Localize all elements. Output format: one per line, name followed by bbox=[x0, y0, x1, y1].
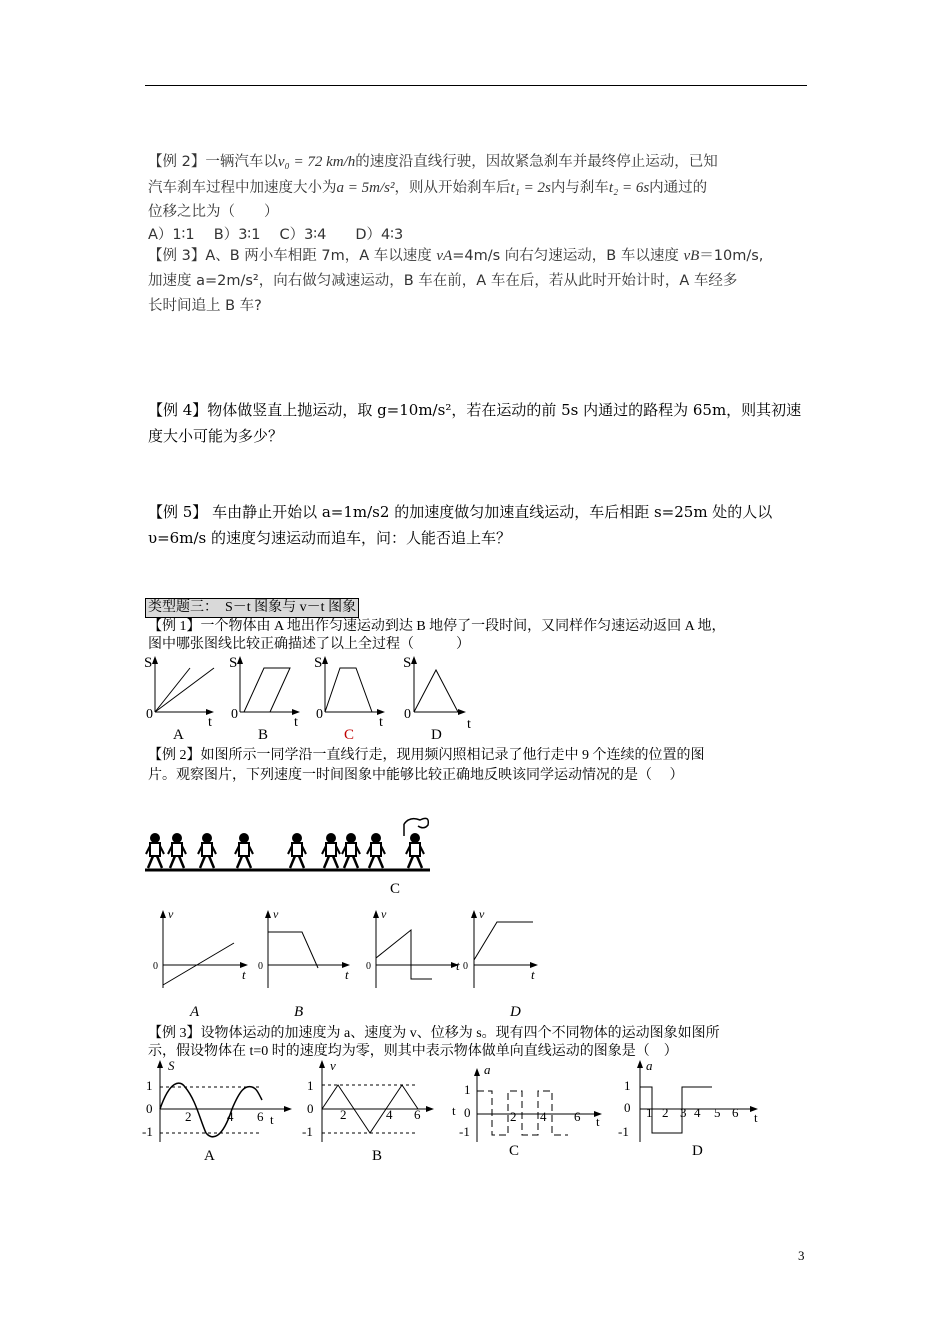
axis-label: a bbox=[646, 1058, 653, 1073]
arrow-up-icon bbox=[157, 1060, 163, 1068]
tlabel: t bbox=[596, 1114, 600, 1129]
q1-line2: 图中哪张图线比较正确描述了以上全过程（ ） bbox=[148, 637, 470, 652]
q3-graph-c bbox=[459, 1062, 602, 1159]
graph-label-a: A bbox=[190, 1004, 200, 1020]
ex2-line3: 位移之比为（ ） bbox=[148, 204, 279, 220]
axis-t-label: t bbox=[242, 967, 246, 982]
xtick: 2 bbox=[340, 1107, 347, 1122]
xtick: 6 bbox=[574, 1109, 581, 1124]
axis-label: a bbox=[484, 1062, 491, 1077]
xtick: 4 bbox=[540, 1109, 547, 1124]
origin-label: 0 bbox=[463, 961, 468, 972]
xtick: 2 bbox=[510, 1109, 517, 1124]
origin-label: 0 bbox=[258, 961, 263, 972]
origin-label: 0 bbox=[231, 707, 238, 722]
ex3-text: =4m/s 向右匀速运动，B 车以速度 bbox=[452, 248, 679, 264]
t2-formula: t₂ = 6s bbox=[608, 180, 650, 196]
q1-line1: 【例 1】一个物体由 A 地出作匀速运动到达 B 地停了一段时间，又同样作匀速运动返回 A 地， bbox=[148, 619, 726, 634]
axis-t-label: t bbox=[531, 967, 535, 982]
axis-label: v bbox=[330, 1058, 336, 1073]
graph-line bbox=[477, 1091, 568, 1135]
v0-formula: v₀ = 72 km/h bbox=[277, 154, 356, 170]
q3-graph-a bbox=[142, 1058, 292, 1164]
ytick: 1 bbox=[464, 1082, 471, 1097]
axis-t-label: t bbox=[208, 715, 212, 730]
va-symbol: vA bbox=[436, 248, 453, 264]
ex4-line2: 度大小可能为多少？ bbox=[148, 427, 284, 445]
graph-line bbox=[160, 1083, 262, 1137]
graph-label-d: D bbox=[510, 1004, 521, 1020]
xtick: 6 bbox=[732, 1105, 739, 1120]
graph-label-b: B bbox=[258, 727, 269, 743]
axis-v-label: v bbox=[273, 907, 279, 921]
ex2-text: 内通过的 bbox=[649, 180, 708, 196]
xtick: 5 bbox=[714, 1105, 721, 1120]
axis-t-label: t bbox=[294, 715, 298, 730]
ex2-text: 【例 2】一辆汽车以 bbox=[148, 154, 278, 170]
ytick: 1 bbox=[307, 1078, 314, 1093]
accel-formula: a = 5m/s² bbox=[336, 180, 395, 196]
origin-label: 0 bbox=[366, 961, 371, 972]
tlabel: t bbox=[452, 1103, 456, 1118]
ytick: -1 bbox=[302, 1124, 313, 1139]
axis-t-label: t bbox=[379, 715, 383, 730]
graph-label-c: C bbox=[509, 1143, 520, 1159]
graph-label-b: B bbox=[294, 1004, 304, 1020]
axis-v-label: v bbox=[381, 907, 387, 921]
origin-label: 0 bbox=[153, 961, 158, 972]
graph-label-d: D bbox=[431, 727, 442, 743]
xtick: 2 bbox=[185, 1109, 192, 1124]
origin-label: 0 bbox=[316, 707, 323, 722]
ex4-line1: 【例 4】物体做竖直上抛运动，取 g=10m/s²，若在运动的前 5s 内通过的路程为 65m，则其初速 bbox=[148, 401, 802, 419]
xtick: 6 bbox=[414, 1107, 421, 1122]
section-title: 类型题三： S－t 图象与 v－t 图象 bbox=[145, 598, 359, 618]
tlabel: t bbox=[270, 1112, 274, 1127]
origin-label: 0 bbox=[404, 707, 411, 722]
axis-s-label: S bbox=[403, 655, 412, 671]
axis-s-label: S bbox=[144, 655, 153, 671]
ytick: 0 bbox=[307, 1101, 314, 1116]
xtick: 4 bbox=[694, 1105, 701, 1120]
graph-label-d: D bbox=[692, 1143, 703, 1159]
arrow-up-icon bbox=[319, 1060, 325, 1068]
xtick: 6 bbox=[257, 1109, 264, 1124]
xtick: 4 bbox=[386, 1107, 393, 1122]
q2-answer: C bbox=[390, 881, 401, 897]
graph-label-b: B bbox=[372, 1148, 383, 1164]
ytick: 0 bbox=[146, 1101, 153, 1116]
ex3-text: ＝10m/s, bbox=[699, 248, 764, 264]
xtick: 2 bbox=[662, 1105, 669, 1120]
ex5-line2: υ=6m/s 的速度匀速运动而追车，问：人能否追上车？ bbox=[148, 529, 511, 547]
arrow-right-icon bbox=[284, 1106, 292, 1112]
axis-s-label: S bbox=[314, 655, 323, 671]
graph-label-a: A bbox=[204, 1148, 215, 1164]
ytick: 0 bbox=[624, 1100, 631, 1115]
arrow-right-icon bbox=[426, 1106, 434, 1112]
origin-label: 0 bbox=[146, 707, 153, 722]
q2-line2: 片。观察图片，下列速度一时间图象中能够比较正确地反映该同学运动情况的是（ ） bbox=[148, 768, 684, 783]
axis-t-label: t bbox=[467, 717, 471, 732]
xtick: 1 bbox=[646, 1105, 653, 1120]
ex2-text: 的速度沿直线行驶，因故紧急刹车并最终停止运动，已知 bbox=[355, 154, 718, 170]
graph-label-a: A bbox=[173, 727, 184, 743]
ex2-options: A）1∶1 B）3∶1 C）3∶4 D）4∶3 bbox=[148, 227, 404, 243]
q3-line2: 示，假设物体在 t=0 时的速度均为零，则其中表示物体做单向直线运动的图象是（ ） bbox=[148, 1044, 678, 1059]
ytick: -1 bbox=[618, 1124, 629, 1139]
ex5-line1: 【例 5】 车由静止开始以 a=1m/s2 的加速度做匀加速直线运动，车后相距 s=25m 处的人以 bbox=[148, 503, 773, 521]
axis-v-label: v bbox=[479, 907, 485, 921]
page-number: 3 bbox=[798, 1248, 805, 1263]
ytick: 1 bbox=[624, 1078, 631, 1093]
ex3-line2: 加速度 a=2m/s²，向右做匀减速运动，B 车在前，A 车在后，若从此时开始计时，A 车经多 bbox=[148, 273, 738, 289]
ex3-text: 【例 3】A、B 两小车相距 7m，A 车以速度 bbox=[148, 248, 432, 264]
axis-t-label: t bbox=[456, 958, 460, 973]
q3-graph-b bbox=[302, 1058, 456, 1164]
arrow-up-icon bbox=[474, 1068, 480, 1076]
ytick: 0 bbox=[464, 1105, 471, 1120]
ex2-text: ，则从开始刹车后 bbox=[394, 180, 511, 196]
tlabel: t bbox=[754, 1110, 758, 1125]
axis-v-label: v bbox=[168, 907, 174, 921]
xtick: 4 bbox=[227, 1109, 234, 1124]
q3-line1: 【例 3】设物体运动的加速度为 a、速度为 v、位移为 s。现有四个不同物体的运动图象如图所 bbox=[148, 1026, 720, 1041]
xtick: 3 bbox=[680, 1105, 687, 1120]
axis-t-label: t bbox=[345, 967, 349, 982]
ytick: -1 bbox=[459, 1124, 470, 1139]
arrow-up-icon bbox=[637, 1060, 643, 1068]
ytick: 1 bbox=[146, 1078, 153, 1093]
graph-label-c: C bbox=[344, 727, 355, 743]
axis-label: S bbox=[168, 1058, 175, 1073]
q3-graph-d bbox=[618, 1058, 758, 1159]
ex3-line3: 长时间追上 B 车? bbox=[148, 298, 262, 314]
q2-line1: 【例 2】如图所示一同学沿一直线行走，现用频闪照相记录了他行走中 9 个连续的位置的图 bbox=[148, 748, 705, 763]
axis-s-label: S bbox=[229, 655, 238, 671]
vb-symbol: vB bbox=[683, 248, 700, 264]
t1-formula: t₁ = 2s bbox=[510, 180, 551, 196]
ex2-text: 内与刹车 bbox=[550, 180, 609, 196]
ytick: -1 bbox=[142, 1124, 153, 1139]
ex2-text: 汽车刹车过程中加速度大小为 bbox=[148, 180, 337, 196]
